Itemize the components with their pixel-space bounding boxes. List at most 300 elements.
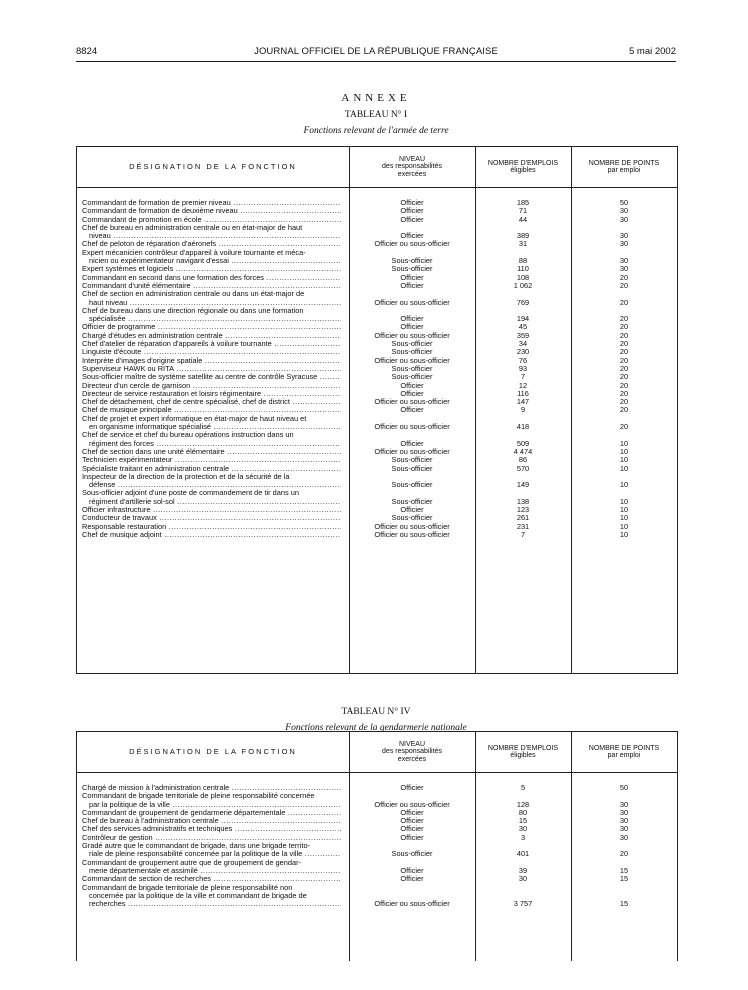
cell-points: 20 <box>619 363 629 373</box>
table-row <box>77 382 677 390</box>
cell-points: 30 <box>619 824 629 834</box>
cell-points: 10 <box>619 513 629 523</box>
cell-niveau: Officier <box>400 231 424 241</box>
cell-points: 20 <box>619 272 629 282</box>
table-row <box>77 207 677 215</box>
cell-niveau: Officier <box>400 322 424 332</box>
cell-points: 20 <box>619 297 629 307</box>
cell-fonction <box>77 489 341 506</box>
header-niveau-line: des responsabilités <box>382 748 442 756</box>
table-row <box>77 448 677 456</box>
fonction-line: merie départementale et assimilé ..... <box>82 867 341 875</box>
cell-emplois: 261 <box>516 513 530 523</box>
cell-niveau: Officier ou sous-officier <box>374 297 450 307</box>
cell-niveau: Sous-officier <box>391 372 433 382</box>
table-row <box>77 809 677 817</box>
cell-emplois: 110 <box>517 264 529 274</box>
fonction-line: haut niveau ..... <box>82 299 341 307</box>
cell-niveau: Officier ou sous-officier <box>374 355 450 365</box>
cell-points: 10 <box>619 496 629 506</box>
cell-fonction <box>77 456 341 464</box>
fonction-line: Commandant de formation de deuxième niveau ..... <box>82 207 341 215</box>
cell-emplois: 93 <box>518 363 528 373</box>
header-emplois-line: NOMBRE D'EMPLOIS <box>487 744 559 752</box>
fonction-line: Chef de bureau à l'administration centrale ..... <box>82 817 341 825</box>
fonction-line: recherches ..... <box>82 900 341 908</box>
fonction-line: Commandant en second dans une formation des forces ..... <box>82 274 341 282</box>
fonction-line: Technicien expérimentateur ..... <box>82 456 341 464</box>
cell-points: 20 <box>619 322 629 332</box>
cell-emplois: 147 <box>516 397 530 407</box>
cell-fonction <box>77 506 341 514</box>
cell-points: 20 <box>619 280 629 290</box>
cell-emplois: 230 <box>516 347 530 357</box>
cell-points: 30 <box>619 214 629 224</box>
cell-fonction <box>77 784 341 792</box>
cell-points: 20 <box>619 405 629 415</box>
cell-niveau: Officier <box>400 874 424 884</box>
fonction-line: défense ..... <box>82 481 341 489</box>
cell-niveau: Sous-officier <box>391 339 433 349</box>
cell-points: 30 <box>619 256 629 266</box>
cell-emplois: 509 <box>516 438 530 448</box>
cell-points: 15 <box>619 865 629 875</box>
header-emplois-line: NOMBRE D'EMPLOIS <box>487 159 559 167</box>
table-row <box>77 884 677 909</box>
cell-emplois: 5 <box>520 783 526 792</box>
cell-fonction <box>77 431 341 448</box>
cell-emplois: 108 <box>516 272 530 282</box>
table-row <box>77 216 677 224</box>
cell-points: 20 <box>619 380 629 390</box>
fonction-line: régiment d'artillerie sol-sol ..... <box>82 498 341 506</box>
cell-points: 30 <box>619 832 629 842</box>
cell-niveau: Sous-officier <box>391 256 433 266</box>
cell-niveau: Sous-officier <box>391 513 433 523</box>
fonction-line: par la politique de la ville ..... <box>82 801 341 809</box>
fonction-line: Commandant de groupement de gendarmerie départementale ..... <box>82 809 341 817</box>
tableau-1-body <box>77 199 677 539</box>
cell-points: 30 <box>619 206 629 216</box>
fonction-line: Directeur d'un cercle de garnison ..... <box>82 382 341 390</box>
cell-niveau: Sous-officier <box>391 264 433 274</box>
cell-fonction <box>77 348 341 356</box>
cell-fonction <box>77 473 341 490</box>
cell-points: 20 <box>619 422 629 432</box>
cell-emplois: 45 <box>518 322 528 332</box>
cell-fonction <box>77 448 341 456</box>
cell-points: 10 <box>619 463 629 473</box>
table-row <box>77 792 677 809</box>
header-emplois <box>475 147 571 187</box>
table-row <box>77 224 677 241</box>
cell-fonction <box>77 282 341 290</box>
fonction-line: Conducteur de travaux ..... <box>82 514 341 522</box>
fonction-line: Officier infrastructure ..... <box>82 506 341 514</box>
tableau-4-title: TABLEAU N° IV <box>341 707 411 717</box>
cell-niveau: Officier ou sous-officier <box>374 799 450 809</box>
cell-emplois: 231 <box>516 521 530 531</box>
cell-emplois: 116 <box>517 388 529 398</box>
fonction-line: Chef de peloton de réparation d'aéronefs ..... <box>82 240 341 248</box>
fonction-line: Chargé d'études en administration centrale ..... <box>82 332 341 340</box>
cell-points: 10 <box>619 438 629 448</box>
tableau-4-subtitle: Fonctions relevant de la gendarmerie nationale <box>285 723 467 733</box>
header-niveau-line: exercées <box>397 170 427 178</box>
cell-niveau: Officier ou sous-officier <box>374 899 450 909</box>
fonction-line: niveau ..... <box>82 232 341 240</box>
cell-niveau: Officier <box>400 198 424 207</box>
header-emplois-line: éligibles <box>510 752 536 759</box>
cell-points: 30 <box>619 264 629 274</box>
cell-emplois: 3 757 <box>513 899 533 909</box>
cell-fonction <box>77 365 341 373</box>
fonction-line: Responsable restauration ..... <box>82 523 341 531</box>
cell-fonction <box>77 332 341 340</box>
fonction-line: Superviseur HAWK ou RITA ..... <box>82 365 341 373</box>
fonction-line: Sous-officier maître de système satellite au centre de contrôle Syracuse ..... <box>82 373 341 381</box>
fonction-line: Chef de musique principale ..... <box>82 406 341 414</box>
cell-emplois: 15 <box>518 816 528 826</box>
header-points-line: NOMBRE DE POINTS <box>588 159 660 167</box>
cell-niveau: Sous-officier <box>391 455 433 465</box>
fonction-line: Chef de bureau dans une direction régionale ou dans une formation <box>82 306 304 315</box>
fonction-line: Commandant de brigade territoriale de pleine responsabilité concernée <box>82 792 315 801</box>
cell-fonction <box>77 884 341 909</box>
header-niveau <box>349 732 475 772</box>
cell-fonction <box>77 523 341 531</box>
fonction-line: Commandant de promotion en école ..... <box>82 216 341 224</box>
header-designation: DÉSIGNATION DE LA FONCTION <box>129 162 297 172</box>
cell-emplois: 401 <box>516 849 530 859</box>
cell-emplois: 128 <box>516 799 530 809</box>
cell-points: 10 <box>619 529 629 539</box>
cell-points: 30 <box>619 799 629 809</box>
cell-points: 30 <box>619 816 629 826</box>
cell-points: 20 <box>619 355 629 365</box>
cell-fonction <box>77 382 341 390</box>
cell-emplois: 149 <box>516 480 530 490</box>
table-row <box>77 859 677 876</box>
cell-emplois: 123 <box>516 504 530 514</box>
cell-points: 20 <box>619 372 629 382</box>
table-row <box>77 465 677 473</box>
cell-fonction <box>77 373 341 381</box>
cell-fonction <box>77 357 341 365</box>
header-points-line: par emploi <box>607 752 641 759</box>
table-row <box>77 249 677 266</box>
cell-points: 30 <box>619 231 629 241</box>
table-row <box>77 373 677 381</box>
header-niveau-line: des responsabilités <box>382 163 442 171</box>
table-row <box>77 489 677 506</box>
tableau-4-body <box>77 784 677 908</box>
fonction-line: Directeur de service restauration et loisirs régimentaire ..... <box>82 390 341 398</box>
table-row <box>77 282 677 290</box>
fonction-line: Chef de service et chef du bureau opérations instruction dans un <box>82 431 294 440</box>
table-row <box>77 365 677 373</box>
cell-fonction <box>77 825 341 833</box>
fonction-line: Gradé autre que le commandant de brigade, dans une brigade territo- <box>82 842 311 851</box>
cell-emplois: 389 <box>516 231 530 241</box>
table-row <box>77 398 677 406</box>
cell-niveau: Officier <box>400 272 424 282</box>
cell-niveau: Officier ou sous-officier <box>374 397 450 407</box>
cell-points: 20 <box>619 347 629 357</box>
cell-fonction <box>77 465 341 473</box>
cell-niveau: Officier ou sous-officier <box>374 446 450 456</box>
cell-niveau: Sous-officier <box>391 480 433 490</box>
cell-emplois: 44 <box>518 214 528 224</box>
cell-niveau: Officier <box>400 214 424 224</box>
cell-points: 30 <box>619 239 629 249</box>
fonction-line: Commandant de groupement autre que de groupement de gendar- <box>82 858 301 867</box>
fonction-line: Inspecteur de la direction de la protection et de la sécurité de la <box>82 472 290 481</box>
cell-points: 20 <box>619 339 629 349</box>
table-row <box>77 825 677 833</box>
table-row <box>77 290 677 307</box>
cell-emplois: 39 <box>518 865 528 875</box>
cell-emplois: 1 062 <box>513 280 533 290</box>
cell-niveau: Officier <box>400 783 424 792</box>
fonction-line: nicien ou expérimentateur navigant d'essai ..... <box>82 257 341 265</box>
cell-fonction <box>77 842 341 859</box>
fonction-line: Chef de musique adjoint ..... <box>82 531 341 539</box>
fonction-line: Commandant de formation de premier niveau ..... <box>82 199 341 207</box>
cell-emplois: 418 <box>516 422 530 432</box>
cell-fonction <box>77 307 341 324</box>
cell-emplois: 769 <box>516 297 530 307</box>
cell-points: 50 <box>619 198 629 207</box>
table-row <box>77 834 677 842</box>
cell-fonction <box>77 514 341 522</box>
table-row <box>77 817 677 825</box>
cell-fonction <box>77 216 341 224</box>
fonction-line: Contrôleur de gestion ..... <box>82 834 341 842</box>
table-row <box>77 842 677 859</box>
cell-emplois: 12 <box>518 380 528 390</box>
cell-emplois: 76 <box>518 355 528 365</box>
cell-fonction <box>77 809 341 817</box>
cell-emplois: 9 <box>520 405 526 415</box>
cell-points: 10 <box>619 521 629 531</box>
cell-points: 10 <box>619 446 629 456</box>
fonction-line: régiment des forces ..... <box>82 440 341 448</box>
cell-niveau: Sous-officier <box>391 496 433 506</box>
cell-points: 20 <box>619 314 629 324</box>
cell-fonction <box>77 290 341 307</box>
cell-niveau: Officier <box>400 405 424 415</box>
cell-niveau: Officier <box>400 832 424 842</box>
table-row <box>77 406 677 414</box>
fonction-line: Commandant de section de recherches ..... <box>82 875 341 883</box>
table-row <box>77 784 677 792</box>
cell-emplois: 71 <box>518 206 528 216</box>
publication-date: 5 mai 2002 <box>628 46 676 57</box>
cell-fonction <box>77 249 341 266</box>
cell-emplois: 30 <box>518 824 528 834</box>
cell-emplois: 7 <box>520 529 526 539</box>
fonction-line: spécialisée ..... <box>82 315 341 323</box>
cell-niveau: Officier ou sous-officier <box>374 330 450 340</box>
fonction-line: Chef de bureau en administration centrale ou en état-major de haut <box>82 223 303 232</box>
table-row <box>77 357 677 365</box>
cell-fonction <box>77 340 341 348</box>
cell-emplois: 570 <box>516 463 530 473</box>
fonction-line: Commandant d'unité élémentaire ..... <box>82 282 341 290</box>
cell-niveau: Officier ou sous-officier <box>374 239 450 249</box>
cell-fonction <box>77 415 341 432</box>
tableau-1-table <box>76 146 678 674</box>
header-emplois <box>475 732 571 772</box>
cell-fonction <box>77 274 341 282</box>
cell-emplois: 34 <box>518 339 528 349</box>
fonction-line: Sous-officier adjoint d'une poste de commandement de tir dans un <box>82 489 299 498</box>
cell-fonction <box>77 207 341 215</box>
table-row <box>77 274 677 282</box>
table-row <box>77 199 677 207</box>
annexe-title: ANNEXE <box>341 92 411 104</box>
cell-niveau: Sous-officier <box>391 849 433 859</box>
table-row <box>77 307 677 324</box>
cell-niveau: Officier <box>400 807 424 817</box>
fonction-line: Commandant de brigade territoriale de pleine responsabilité non <box>82 883 293 892</box>
cell-niveau: Officier <box>400 865 424 875</box>
fonction-line: Officier de programme ..... <box>82 323 341 331</box>
table-row <box>77 340 677 348</box>
header-niveau-line: NIVEAU <box>398 740 426 748</box>
cell-niveau: Officier <box>400 280 424 290</box>
cell-emplois: 86 <box>518 455 528 465</box>
table-row <box>77 531 677 539</box>
cell-niveau: Officier ou sous-officier <box>374 529 450 539</box>
header-points <box>571 732 677 772</box>
fonction-line: Chef de détachement, chef de centre spécialisé, chef de district ..... <box>82 398 341 406</box>
cell-points: 10 <box>619 480 629 490</box>
cell-fonction <box>77 817 341 825</box>
header-points <box>571 147 677 187</box>
table-row <box>77 473 677 490</box>
cell-niveau: Sous-officier <box>391 347 433 357</box>
cell-niveau: Officier ou sous-officier <box>374 422 450 432</box>
header-points-line: par emploi <box>607 167 641 174</box>
cell-emplois: 31 <box>518 239 528 249</box>
cell-fonction <box>77 859 341 876</box>
fonction-line: concernée par la politique de la ville et commandant de brigade de <box>89 891 307 900</box>
cell-niveau: Officier <box>400 816 424 826</box>
page-number: 8824 <box>76 46 98 57</box>
fonction-line: Chef de section en administration centrale ou dans un état-major de <box>82 290 305 299</box>
fonction-line: Interprète d'images d'origine spatiale ..... <box>82 357 341 365</box>
fonction-line: Chef des services administratifs et techniques ..... <box>82 825 341 833</box>
header-rule <box>76 61 676 62</box>
fonction-line: Chargé de mission à l'administration centrale ..... <box>82 784 341 792</box>
cell-niveau: Officier ou sous-officier <box>374 521 450 531</box>
fonction-line: Linguiste d'écoute ..... <box>82 348 341 356</box>
table-header <box>77 147 677 188</box>
tableau-4-table <box>76 731 678 961</box>
cell-points: 20 <box>619 330 629 340</box>
fonction-line: Chef de projet et expert informatique en état-major de haut niveau et <box>82 414 307 423</box>
fonction-line: Chef d'atelier de réparation d'appareils à voilure tournante ..... <box>82 340 341 348</box>
cell-niveau: Officier <box>400 824 424 834</box>
table-row <box>77 875 677 883</box>
cell-fonction <box>77 323 341 331</box>
cell-fonction <box>77 531 341 539</box>
cell-points: 15 <box>619 874 629 884</box>
fonction-line: riale de pleine responsabilité concernée par la politique de la ville ..... <box>82 850 341 858</box>
cell-points: 50 <box>619 783 629 792</box>
cell-emplois: 194 <box>516 314 530 324</box>
page-header <box>76 46 676 60</box>
header-niveau-line: exercées <box>397 755 427 763</box>
header-niveau-line: NIVEAU <box>398 155 426 163</box>
cell-niveau: Sous-officier <box>391 363 433 373</box>
cell-emplois: 4 474 <box>513 446 533 456</box>
table-row <box>77 415 677 432</box>
table-header <box>77 732 677 773</box>
table-row <box>77 506 677 514</box>
cell-emplois: 185 <box>516 198 530 207</box>
table-row <box>77 332 677 340</box>
cell-niveau: Officier <box>400 380 424 390</box>
cell-emplois: 7 <box>520 372 526 382</box>
cell-points: 30 <box>619 807 629 817</box>
table-row <box>77 240 677 248</box>
cell-emplois: 138 <box>516 496 530 506</box>
cell-fonction <box>77 875 341 883</box>
cell-emplois: 359 <box>516 330 530 340</box>
cell-fonction <box>77 792 341 809</box>
cell-fonction <box>77 834 341 842</box>
cell-emplois: 80 <box>518 807 528 817</box>
cell-emplois: 30 <box>518 874 528 884</box>
cell-niveau: Sous-officier <box>391 463 433 473</box>
cell-fonction <box>77 398 341 406</box>
fonction-line: Chef de section dans une unité élémentaire ..... <box>82 448 341 456</box>
cell-points: 10 <box>619 455 629 465</box>
fonction-line: Spécialiste traitant en administration centrale ..... <box>82 465 341 473</box>
cell-fonction <box>77 240 341 248</box>
tableau-1-title: TABLEAU N° I <box>344 110 408 120</box>
fonction-line: Expert systèmes et logiciels ..... <box>82 265 341 273</box>
cell-fonction <box>77 224 341 241</box>
journal-title: JOURNAL OFFICIEL DE LA RÉPUBLIQUE FRANÇAISE <box>254 46 498 57</box>
cell-points: 20 <box>619 397 629 407</box>
header-points-line: NOMBRE DE POINTS <box>588 744 660 752</box>
tableau-1-subtitle: Fonctions relevant de l'armée de terre <box>303 126 449 136</box>
cell-points: 20 <box>619 388 629 398</box>
header-niveau <box>349 147 475 187</box>
table-row <box>77 431 677 448</box>
cell-emplois: 88 <box>518 256 528 266</box>
cell-niveau: Officier <box>400 438 424 448</box>
cell-niveau: Officier <box>400 504 424 514</box>
cell-fonction <box>77 265 341 273</box>
cell-points: 20 <box>619 849 629 859</box>
header-emplois-line: éligibles <box>510 167 536 174</box>
fonction-line: en organisme informatique spécialisé ..... <box>82 423 341 431</box>
cell-niveau: Officier <box>400 388 424 398</box>
cell-fonction <box>77 406 341 414</box>
fonction-line: Expert mécanicien contrôleur d'appareil à voilure tournante et méca- <box>82 248 306 257</box>
cell-niveau: Officier <box>400 206 424 216</box>
table-row <box>77 456 677 464</box>
cell-fonction <box>77 199 341 207</box>
cell-fonction <box>77 390 341 398</box>
table-row <box>77 265 677 273</box>
cell-niveau: Officier <box>400 314 424 324</box>
